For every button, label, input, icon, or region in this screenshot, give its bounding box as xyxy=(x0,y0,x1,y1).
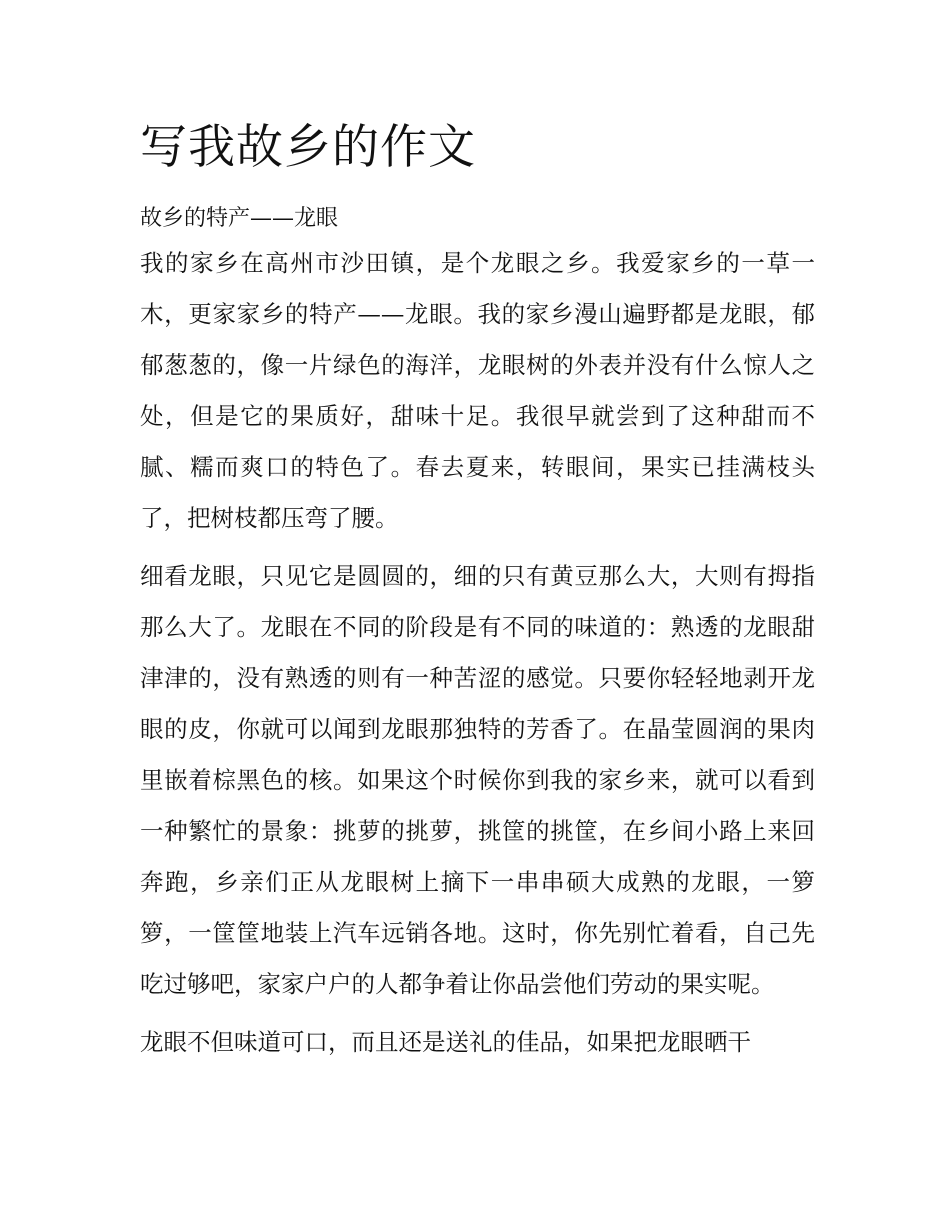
paragraph-1: 我的家乡在高州市沙田镇，是个龙眼之乡。我爱家乡的一草一木，更家家乡的特产——龙眼。我的家乡漫山遍野都是龙眼，郁郁葱葱的，像一片绿色的海洋，龙眼树的外表并没有什么惊人之处，但是它的果质好，甜味十足。我很早就尝到了这种甜而不腻、糯而爽口的特色了。春去夏来，转眼间，果实已挂满枝头了，把树枝都压弯了腰。 xyxy=(140,249,815,532)
document-body xyxy=(140,118,815,1068)
paragraph-2: 细看龙眼，只见它是圆圆的，细的只有黄豆那么大，大则有拇指那么大了。龙眼在不同的阶段是有不同的味道的：熟透的龙眼甜津津的，没有熟透的则有一种苦涩的感觉。只要你轻轻地剥开龙眼的皮，你就可以闻到龙眼那独特的芳香了。在晶莹圆润的果肉里嵌着棕黑色的核。如果这个时候你到我的家乡来，就可以看到一种繁忙的景象：挑萝的挑萝，挑筐的挑筐，在乡间小路上来回奔跑，乡亲们正从龙眼树上摘下一串串硕大成熟的龙眼，一箩箩，一筐筐地装上汽车远销各地。这时，你先别忙着看，自己先吃过够吧，家家户户的人都争着让你品尝他们劳动的果实呢。 xyxy=(140,562,815,998)
document-subtitle: 故乡的特产——龙眼 xyxy=(140,206,339,231)
paragraph-3: 龙眼不但味道可口，而且还是送礼的佳品，如果把龙眼晒干 xyxy=(140,1028,751,1056)
document-title: 写我故乡的作文 xyxy=(140,120,476,175)
